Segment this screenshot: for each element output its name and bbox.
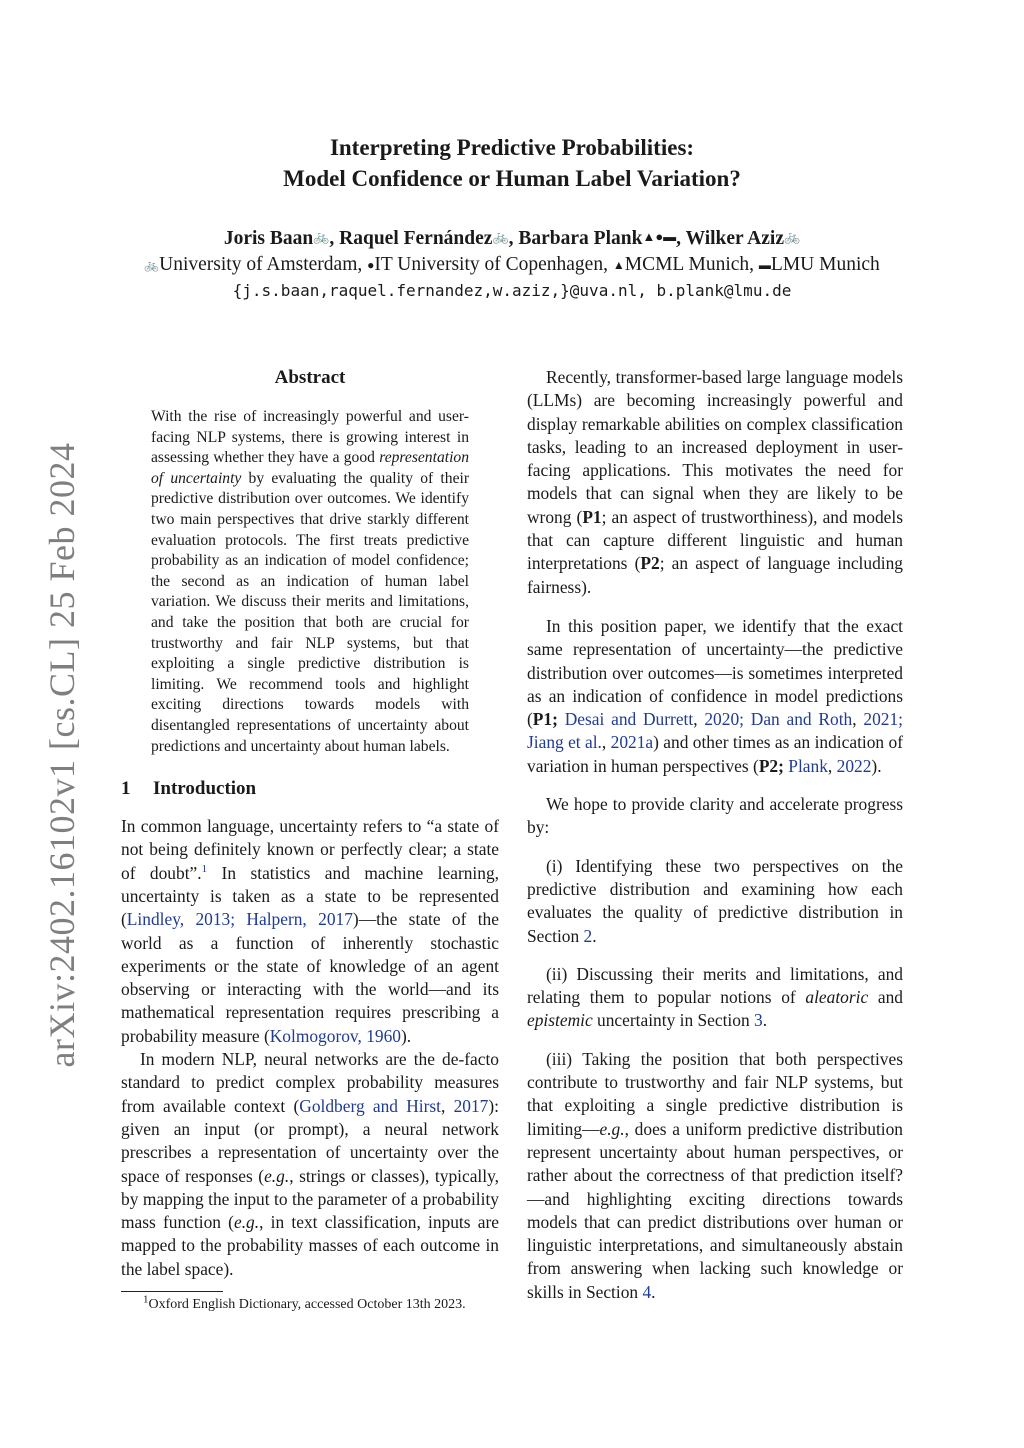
author-names: Joris Baan🚲, Raquel Fernández🚲, Barbara Plank▲●▬, Wilker Aziz🚲 — [0, 224, 1024, 252]
contribution-item-3: (iii) Taking the position that both perspectives contribute to trustworthy and fair NLP systems, but that exploiting a single predictive distribution is limiting—e.g., does a uniform predictive distribution represent uncertainty about human perspectives, or rather about the correctness of that prediction itself?—and highlighting exciting directions towards models that can predict distributions over human or linguistic interpretations, and simultaneously abstain from answering when lacking such knowledge or skills in Section 4. — [527, 1048, 903, 1302]
compass-icon: ● — [655, 229, 664, 244]
mountain-icon: ▲ — [642, 229, 656, 244]
bicycle-icon: 🚲 — [144, 258, 160, 272]
right-paragraph-2: In this position paper, we identify that the exact same representation of uncertainty—the predictive distribution over outcomes—is sometimes interpreted as an indication of confidence in model predictions (P1; Desai and Durrett, 2020; Dan and Roth, 2021; Jiang et al., 2021a) and other times as an indication of variation in human perspectives (P2; Plank, 2022). — [527, 615, 904, 776]
author-emails: {j.s.baan,raquel.fernandez,w.aziz,}@uva.nl, b.plank@lmu.de — [232, 281, 792, 300]
intro-paragraph-1: In common language, uncertainty refers to “a state of not being definitely known or perfectly clear; a state of doubt”.$^1$ In statistics and machine learning, uncertainty is taken as a state to be represented (Lindley, 2013; Halpern, 2017)—the state of the world as a function of inherently stochastic experiments or the state of knowledge of an agent observing or interacting with the world—and its mathematical representation requires prescribing a probability measure (Kolmogorov, 1960). — [121, 816, 500, 1046]
affiliation-1: University of Amsterdam, — [159, 254, 363, 275]
footnote-link[interactable]: 1 — [201, 862, 208, 875]
affiliations — [0, 252, 1024, 278]
citation-link[interactable]: Jiang et al. — [527, 732, 602, 753]
right-paragraph-1: Recently, transformer-based large language models (LLMs) are becoming increasingly powerful and display remarkable abilities on complex classification tasks, leading to an increased deployment in user-facing applications. This motivates the need for models that can signal when they are likely to be wrong (P1; an aspect of trustworthiness), and models that can capture different linguistic and human interpretations (P2; an aspect of language including fairness). — [527, 367, 904, 597]
bicycle-icon: 🚲 — [783, 229, 801, 244]
citation-link[interactable]: Halpern, 2017 — [246, 909, 353, 930]
affiliation-3: MCML Munich, — [624, 254, 755, 275]
citation-link[interactable]: 2021 — [863, 709, 899, 730]
citation-link[interactable]: Kolmogorov, 1960 — [269, 1025, 401, 1046]
footnote-rule — [121, 1291, 223, 1292]
contribution-item-2: (ii) Discussing their merits and limitations, and relating them to popular notions of aleatoric and epistemic uncertainty in Section 3. — [527, 963, 903, 1031]
section-heading-introduction: 1 Introduction — [121, 778, 257, 800]
bicycle-icon: 🚲 — [313, 229, 330, 244]
affiliation-2: IT University of Copenhagen, — [374, 254, 608, 275]
paper-title — [0, 132, 1024, 194]
affiliation-4: LMU Munich — [770, 254, 880, 275]
intro-paragraph-2: In modern NLP, neural networks are the de-facto standard to predict complex probability measures from available context (Goldberg and Hirst, 2017): given an input (or prompt), a neural network prescribes a representation of uncertainty over the space of responses (e.g., strings or classes), typically, by mapping the input to the parameter of a probability mass function (e.g., in text classification, inputs are mapped to the probability masses of each outcome in the label space). — [121, 1049, 499, 1279]
citation-link[interactable]: 2017 — [453, 1095, 489, 1116]
footnote: $^1$Oxford English Dictionary, accessed October 13th 2023. — [143, 1293, 466, 1313]
bicycle-icon: 🚲 — [492, 229, 509, 244]
citation-link[interactable]: 2020 — [704, 709, 740, 730]
citation-link[interactable]: Lindley, 2013 — [126, 909, 231, 930]
car-icon: ▬ — [663, 229, 677, 244]
citation-link[interactable]: 2022 — [836, 755, 872, 776]
car-icon: ▬ — [758, 258, 771, 272]
arxiv-side-label: arXiv:2402.16102v1 [cs.CL] 25 Feb 2024 — [42, 442, 82, 1068]
citation-link[interactable]: 2021a — [610, 732, 654, 753]
section-ref-link[interactable]: 4 — [642, 1281, 652, 1302]
citation-link[interactable]: Desai and Durrett — [564, 709, 694, 730]
section-ref-link[interactable]: 3 — [754, 1010, 763, 1031]
title-line-1: Interpreting Predictive Probabilities: — [329, 135, 695, 160]
author-3: Barbara Plank — [518, 228, 643, 249]
author-block — [0, 224, 1024, 304]
contribution-item-1: (i) Identifying these two perspectives on the predictive distribution and examining how each evaluates the quality of predictive distribution in Section 2. — [527, 855, 903, 946]
author-4: Wilker Aziz — [685, 228, 784, 249]
abstract-heading: Abstract — [274, 367, 346, 388]
citation-link[interactable]: Dan and Roth — [750, 709, 853, 730]
abstract-text: With the rise of increasingly powerful and user-facing NLP systems, there is growing interest in assessing whether they have a good representation of uncertainty by evaluating the quality of their predictive distribution over outcomes. We identify two main perspectives that drive starkly different evaluation protocols. The first treats predictive probability as an indication of model confidence; the second as an indication of human label variation. We discuss their merits and limitations, and take the position that both are crucial for trustworthy and fair NLP systems, but that exploiting a single predictive distribution is limiting. We recommend tools and highlight exciting directions towards models with disentangled representations of uncertainty about predictions and uncertainty about human labels. — [151, 408, 470, 755]
title-line-2: Model Confidence or Human Label Variation? — [283, 166, 741, 191]
citation-link[interactable]: Plank — [788, 755, 828, 776]
section-ref-link[interactable]: 2 — [583, 925, 593, 946]
mountain-icon: ▲ — [612, 258, 625, 272]
left-column — [121, 366, 499, 1314]
author-1: Joris Baan — [223, 228, 314, 249]
right-paragraph-3: We hope to provide clarity and accelerate progress by: — [527, 794, 903, 838]
compass-icon: ● — [367, 258, 375, 272]
right-column — [527, 366, 903, 1319]
author-2: Raquel Fernández — [339, 228, 493, 249]
citation-link[interactable]: Goldberg and Hirst — [299, 1095, 441, 1116]
